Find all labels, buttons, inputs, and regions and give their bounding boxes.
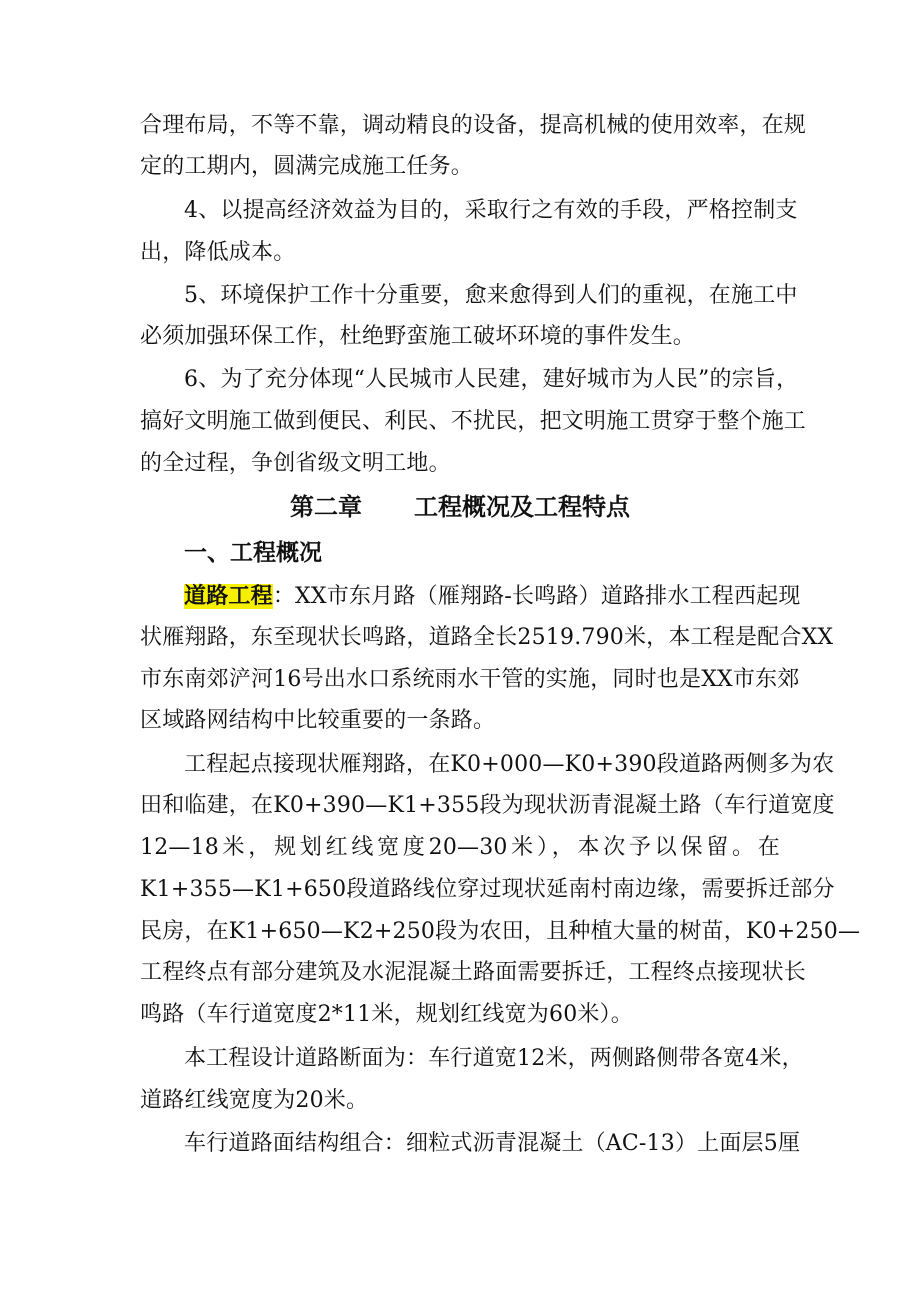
list-item-4-line: 4、以提高经济效益为目的，采取行之有效的手段，严格控制支 [184,198,798,223]
section-heading: 一、工程概况 [184,540,322,566]
road-project-line: 市东南郊浐河16号出水口系统雨水干管的实施，同时也是XX市东郊 [140,667,800,692]
start-paragraph-line: 工程起点接现状雁翔路，在K0+000—K0+390段道路两侧多为农 [184,752,835,777]
label-colon: ： [272,584,296,609]
start-paragraph-line: 12—18米，规划红线宽度20—30米），本次予以保留。在 [140,835,780,860]
start-paragraph-line: 鸣路（车行道宽度2*11米，规划红线宽为60米）。 [140,1002,633,1027]
cross-section-line: 本工程设计道路断面为：车行道宽12米，两侧路侧带各宽4米， [184,1046,804,1071]
list-item-4-line: 出，降低成本。 [140,240,296,265]
chapter-number: 第二章 [290,493,362,521]
road-project-first-line [184,582,801,612]
paragraph-line: 定的工期内，圆满完成施工任务。 [140,154,474,179]
chapter-title: 工程概况及工程特点 [414,493,630,521]
start-paragraph-line: K1+355—K1+650段道路线位穿过现状延南村南边缘，需要拆迁部分 [140,877,835,902]
start-paragraph-line: 民房，在K1+650—K2+250段为农田，且种植大量的树苗，K0+250— [140,919,861,944]
road-project-line: 区域路网结构中比较重要的一条路。 [140,708,496,733]
list-item-6-line: 搞好文明施工做到便民、利民、不扰民，把文明施工贯穿于整个施工 [140,409,807,434]
list-item-6-line: 6、为了充分体现“人民城市人民建，建好城市为人民”的宗旨， [184,367,799,392]
cross-section-line: 道路红线宽度为20米。 [140,1088,369,1113]
road-project-line: 状雁翔路，东至现状长鸣路，道路全长2519.790米，本工程是配合XX [140,625,834,650]
pavement-line: 车行道路面结构组合：细粒式沥青混凝土（AC-13）上面层5厘 [184,1131,801,1156]
start-paragraph-line: 田和临建，在K0+390—K1+355段为现状沥青混凝土路（车行道宽度 [140,793,835,818]
paragraph-line: 合理布局，不等不靠，调动精良的设备，提高机械的使用效率，在规 [140,113,807,138]
chapter-heading [140,491,780,523]
list-item-5-line: 必须加强环保工作，杜绝野蛮施工破坏环境的事件发生。 [140,324,696,349]
start-paragraph-line: 工程终点有部分建筑及水泥混凝土路面需要拆迁，工程终点接现状长 [140,960,807,985]
road-project-text: XX市东月路（雁翔路-长鸣路）道路排水工程西起现 [295,584,801,609]
list-item-5-line: 5、环境保护工作十分重要，愈来愈得到人们的重视，在施工中 [184,283,798,308]
highlighted-label: 道路工程 [184,584,273,609]
list-item-6-line: 的全过程，争创省级文明工地。 [140,451,451,476]
